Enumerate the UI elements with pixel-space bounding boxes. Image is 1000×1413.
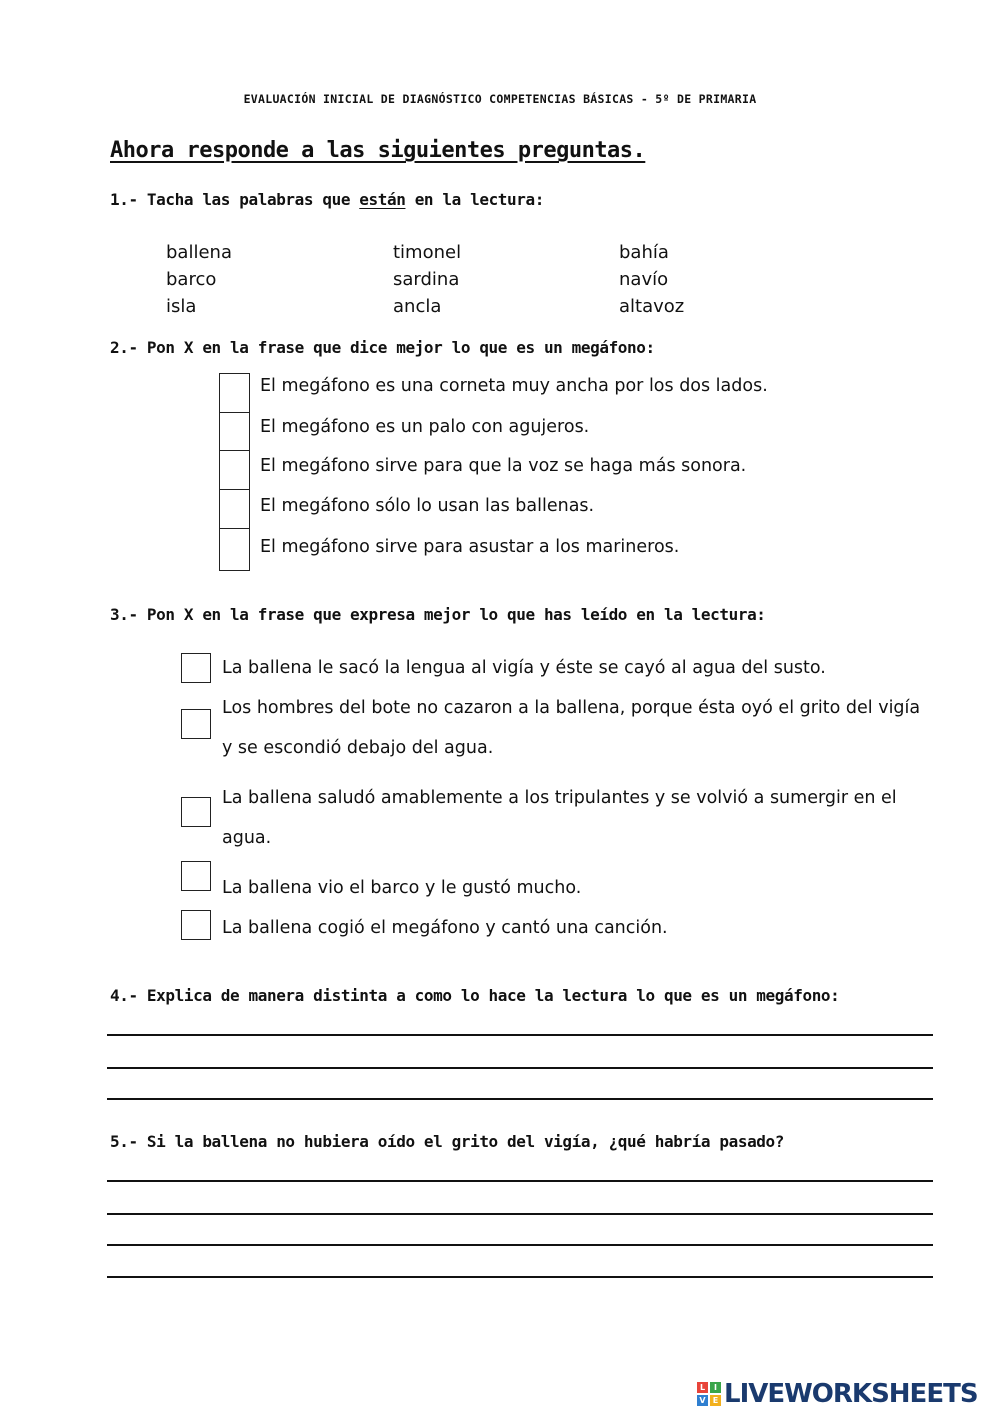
question-2: 2.- Pon X en la frase que dice mejor lo que es un megáfono: <box>110 338 655 357</box>
q3-option-3-text-continued: agua. <box>222 828 272 848</box>
word-navio[interactable]: navío <box>619 269 669 290</box>
liveworksheets-logo <box>697 1377 978 1411</box>
word-barco[interactable]: barco <box>166 269 217 290</box>
q5-answer-line-4[interactable] <box>107 1276 933 1278</box>
mark-letter-l: L <box>697 1382 708 1393</box>
page-title: Ahora responde a las siguientes preguntas. <box>110 138 646 163</box>
q3-option-4-checkbox[interactable] <box>181 861 211 891</box>
q4-answer-line-3[interactable] <box>107 1098 933 1100</box>
q2-option-1-text: El megáfono es una corneta muy ancha por los dos lados. <box>260 376 768 396</box>
q3-option-2-checkbox[interactable] <box>181 709 211 739</box>
mark-letter-i: I <box>710 1382 721 1393</box>
question-1 <box>110 190 544 209</box>
q2-option-4-text: El megáfono sólo lo usan las ballenas. <box>260 496 595 516</box>
q5-answer-line-3[interactable] <box>107 1244 933 1246</box>
question-1-prefix: 1.- Tacha las palabras que <box>110 190 360 209</box>
mark-letter-v: V <box>697 1395 708 1406</box>
q2-option-1-checkbox[interactable] <box>219 373 250 414</box>
q2-option-5-text: El megáfono sirve para asustar a los marineros. <box>260 537 680 557</box>
question-1-suffix: en la lectura: <box>405 190 544 209</box>
question-3: 3.- Pon X en la frase que expresa mejor lo que has leído en la lectura: <box>110 605 766 624</box>
q4-answer-line-2[interactable] <box>107 1067 933 1069</box>
q2-option-5-checkbox[interactable] <box>219 528 250 571</box>
liveworksheets-brand-text: LIVEWORKSHEETS <box>724 1379 978 1409</box>
q5-answer-line-2[interactable] <box>107 1213 933 1215</box>
q3-option-1-checkbox[interactable] <box>181 653 211 683</box>
q3-option-2-text-continued: y se escondió debajo del agua. <box>222 738 494 758</box>
word-bahia[interactable]: bahía <box>619 242 669 263</box>
word-sardina[interactable]: sardina <box>393 269 460 290</box>
mark-letter-e: E <box>710 1395 721 1406</box>
question-5: 5.- Si la ballena no hubiera oído el grito del vigía, ¿qué habría pasado? <box>110 1132 784 1151</box>
page-header: EVALUACIÓN INICIAL DE DIAGNÓSTICO COMPETENCIAS BÁSICAS - 5º DE PRIMARIA <box>243 92 757 106</box>
word-timonel[interactable]: timonel <box>393 242 462 263</box>
word-altavoz[interactable]: altavoz <box>619 296 685 317</box>
q3-option-4-text: La ballena vio el barco y le gustó mucho. <box>222 878 582 898</box>
question-1-underlined-word: están <box>359 190 406 209</box>
question-4: 4.- Explica de manera distinta a como lo hace la lectura lo que es un megáfono: <box>110 986 840 1005</box>
q3-option-2-text: Los hombres del bote no cazaron a la ballena, porque ésta oyó el grito del vigía <box>222 698 921 718</box>
q3-option-1-text: La ballena le sacó la lengua al vigía y éste se cayó al agua del susto. <box>222 658 826 678</box>
word-ancla[interactable]: ancla <box>393 296 442 317</box>
q2-option-3-text: El megáfono sirve para que la voz se haga más sonora. <box>260 456 747 476</box>
q2-option-2-checkbox[interactable] <box>219 412 250 452</box>
q3-option-5-checkbox[interactable] <box>181 910 211 940</box>
word-ballena[interactable]: ballena <box>166 242 232 263</box>
q5-answer-line-1[interactable] <box>107 1180 933 1182</box>
word-isla[interactable]: isla <box>166 296 197 317</box>
q3-option-5-text: La ballena cogió el megáfono y cantó una canción. <box>222 918 668 938</box>
q2-option-4-checkbox[interactable] <box>219 489 250 530</box>
q3-option-3-checkbox[interactable] <box>181 797 211 827</box>
q3-option-3-text: La ballena saludó amablemente a los tripulantes y se volvió a sumergir en el <box>222 788 897 808</box>
q2-option-3-checkbox[interactable] <box>219 450 250 491</box>
q4-answer-line-1[interactable] <box>107 1034 933 1036</box>
liveworksheets-mark-icon <box>697 1382 721 1406</box>
q2-option-2-text: El megáfono es un palo con agujeros. <box>260 417 590 437</box>
